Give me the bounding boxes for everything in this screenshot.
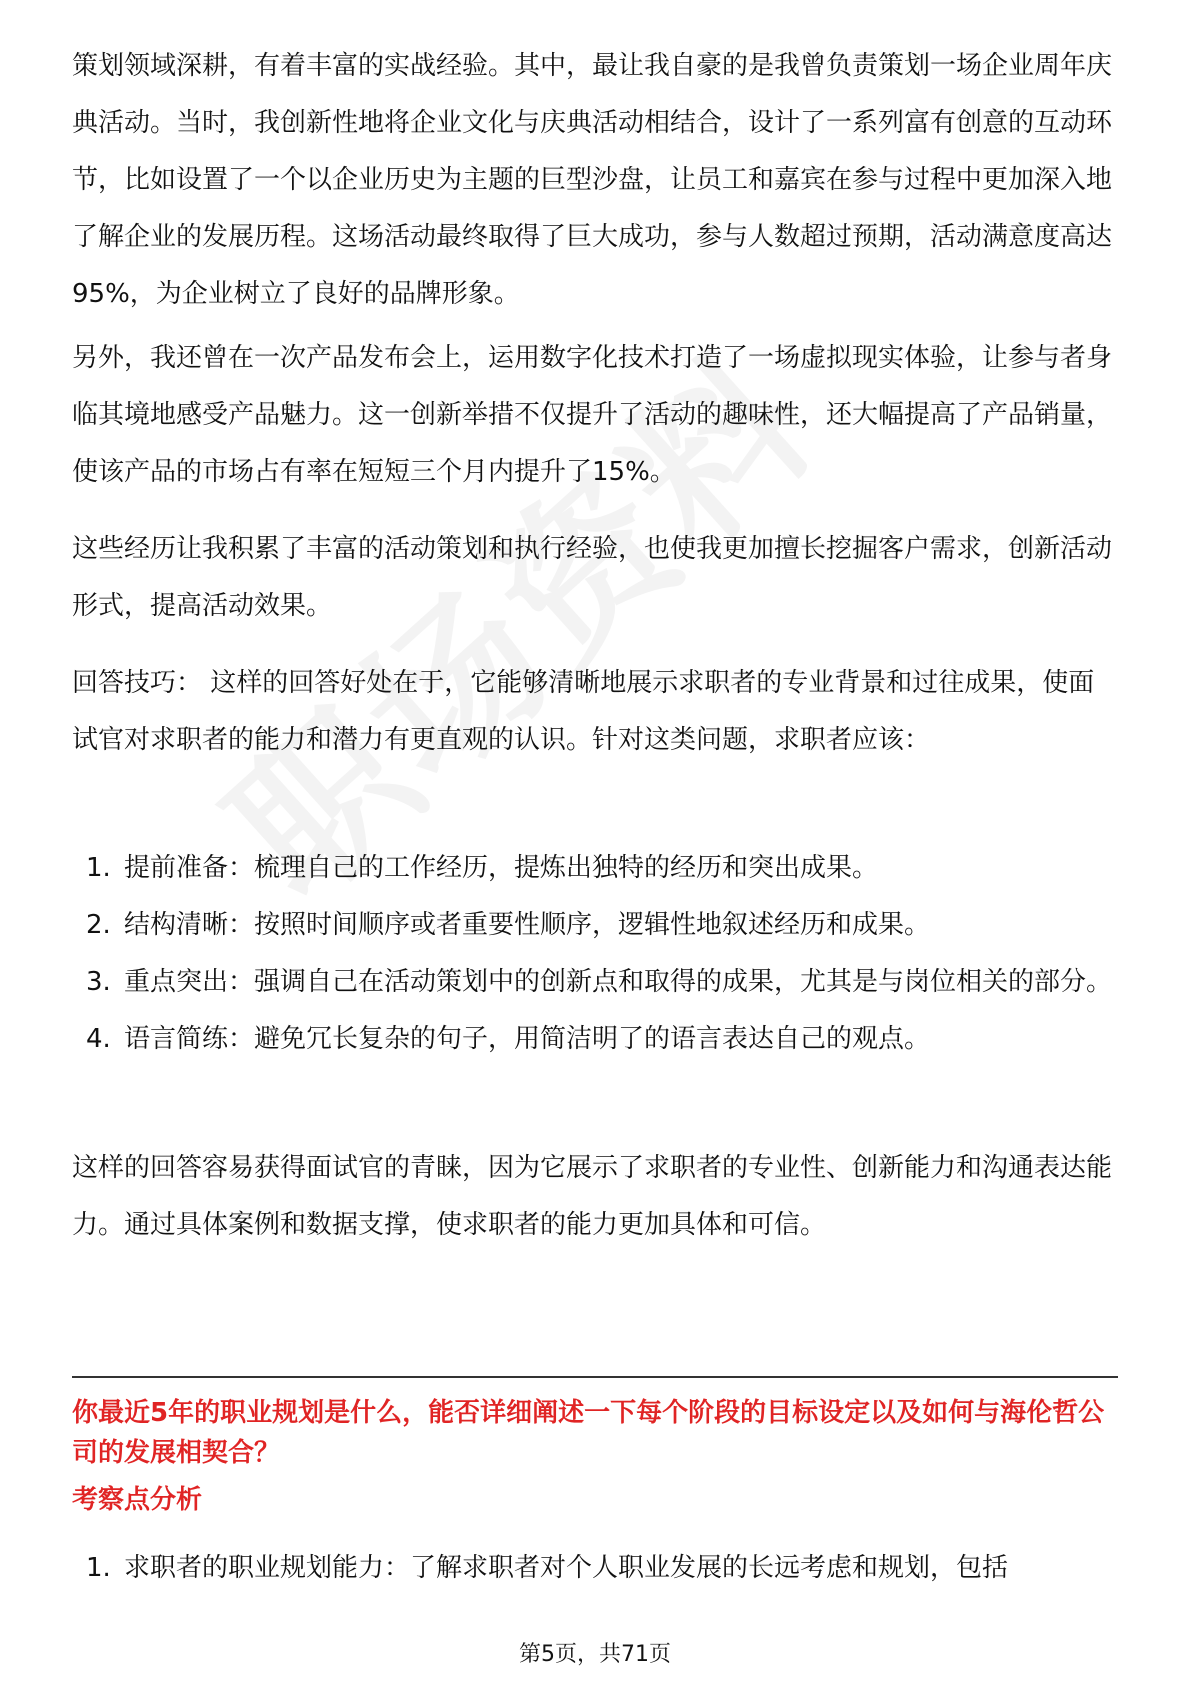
list-item [72,1540,1118,1597]
list-item [72,954,1118,1011]
list-number: 1. [86,1553,111,1583]
section-divider [72,1376,1118,1378]
list-text: 结构清晰：按照时间顺序或者重要性顺序，逻辑性地叙述经历和成果。 [124,910,931,940]
list-text: 提前准备：梳理自己的工作经历，提炼出独特的经历和突出成果。 [124,853,879,883]
list-number: 1. [86,853,111,883]
analysis-heading: 考察点分析 [72,1485,203,1515]
page-footer: 第5页，共71页 [519,1642,671,1667]
analysis-list [72,1540,1118,1597]
list-item [72,1011,1118,1068]
list-number: 3. [86,967,111,997]
paragraph-2: 另外，我还曾在一次产品发布会上，运用数字化技术打造了一场虚拟现实体验，让参与者身临其境地感受产品魅力。这一创新举措不仅提升了活动的趣味性，还大幅提高了产品销量，使该产品的市场占有率在短短三个月内提升了15%。 [72,343,1113,487]
paragraph-3: 这些经历让我积累了丰富的活动策划和执行经验，也使我更加擅长挖掘客户需求，创新活动形式，提高活动效果。 [72,534,1113,621]
list-item [72,840,1118,897]
list-number: 2. [86,910,111,940]
list-text: 重点突出：强调自己在活动策划中的创新点和取得的成果，尤其是与岗位相关的部分。 [124,967,1113,997]
tips-list [72,840,1118,1068]
answer-tips-paragraph: 回答技巧： 这样的回答好处在于，它能够清晰地展示求职者的专业背景和过往成果，使面试官对求职者的能力和潜力有更直观的认识。针对这类问题，求职者应该： [72,668,1095,755]
list-text: 求职者的职业规划能力：了解求职者对个人职业发展的长远考虑和规划，包括 [124,1553,1009,1583]
paragraph-1: 策划领域深耕，有着丰富的实战经验。其中，最让我自豪的是我曾负责策划一场企业周年庆典活动。当时，我创新性地将企业文化与庆典活动相结合，设计了一系列富有创意的互动环节，比如设置了一个以企业历史为主题的巨型沙盘，让员工和嘉宾在参与过程中更加深入地了解企业的发展历程。这场活动最终取得了巨大成功，参与人数超过预期，活动满意度高达95%，为企业树立了良好的品牌形象。 [72,51,1113,309]
interview-question: 你最近5年的职业规划是什么，能否详细阐述一下每个阶段的目标设定以及如何与海伦哲公司的发展相契合？ [72,1398,1105,1468]
closing-paragraph: 这样的回答容易获得面试官的青睐，因为它展示了求职者的专业性、创新能力和沟通表达能力。通过具体案例和数据支撑，使求职者的能力更加具体和可信。 [72,1153,1113,1240]
list-number: 4. [86,1024,111,1054]
list-text: 语言简练：避免冗长复杂的句子，用简洁明了的语言表达自己的观点。 [124,1024,931,1054]
list-item [72,897,1118,954]
